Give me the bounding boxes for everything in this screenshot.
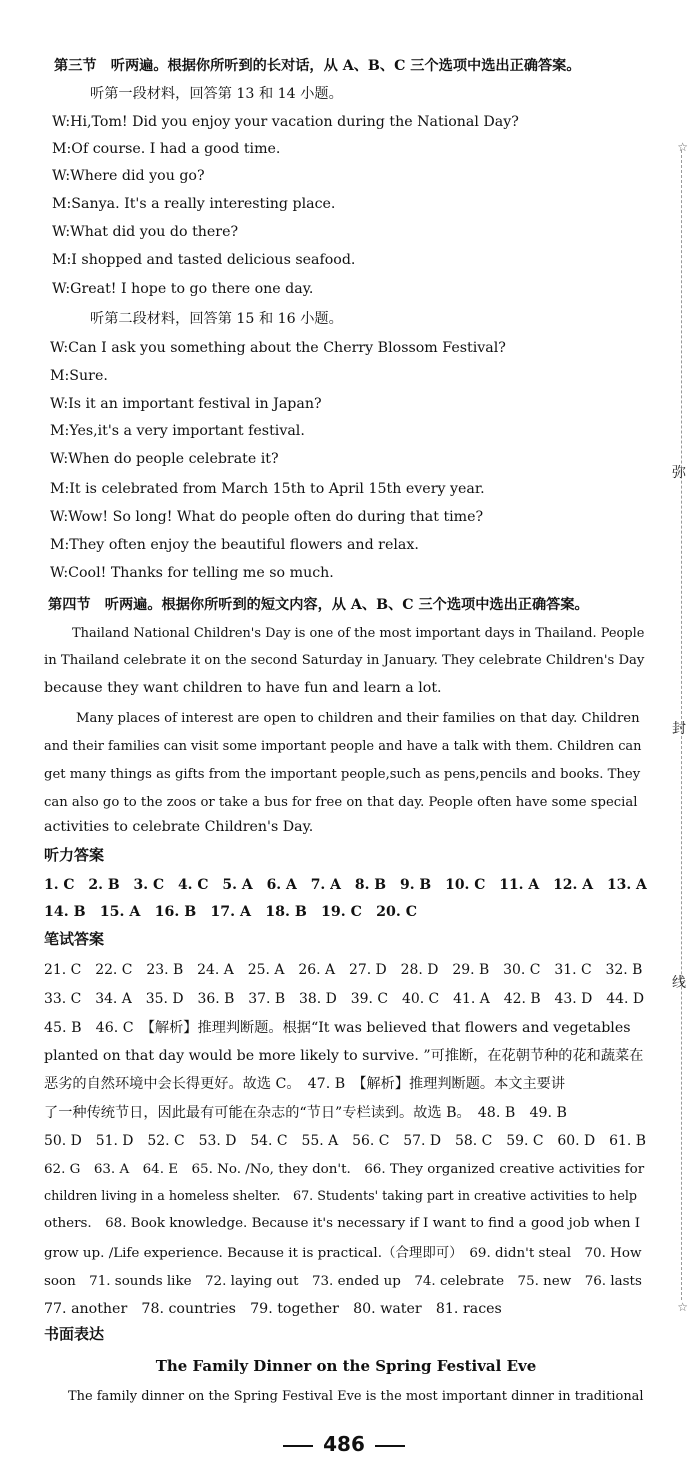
written-answers-line: 45. B 46. C 【解析】推理判断题。根据“It was believed that flowers and vegetables — [44, 1020, 631, 1036]
dialogue1-line: M:Of course. I had a good time. — [52, 141, 281, 157]
material2-intro: 听第二段材料，回答第 15 和 16 小题。 — [90, 311, 343, 327]
written-answers-line: grow up. /Life experience. Because it is practical.（合理即可） 69. didn't steal 70. How — [44, 1246, 642, 1261]
dialogue2-line: W:Wow! So long! What do people often do during that time? — [50, 509, 484, 525]
dialogue2-line: W:Can I ask you something about the Cherry Blossom Festival? — [50, 340, 506, 356]
page-number-dash-left — [283, 1445, 313, 1447]
section3-heading: 第三节 听两遍。根据你所听到的长对话，从 A、B、C 三个选项中选出正确答案。 — [54, 58, 581, 74]
margin-mark: 线 — [672, 975, 686, 991]
passage-line: get many things as gifts from the important people,such as pens,pencils and books. They — [44, 767, 641, 782]
margin-mark: 弥 — [672, 465, 686, 481]
written-answers-line: others. 68. Book knowledge. Because it's necessary if I want to find a good job when I — [44, 1216, 641, 1231]
dialogue1-line: W:Great! I hope to go there one day. — [52, 281, 314, 297]
passage-line: activities to celebrate Children's Day. — [44, 819, 314, 835]
dialogue2-line: M:It is celebrated from March 15th to April 15th every year. — [50, 481, 485, 497]
page-number — [0, 1432, 688, 1456]
dialogue1-line: M:I shopped and tasted delicious seafood. — [52, 252, 356, 268]
dialogue2-line: M:Sure. — [50, 368, 108, 384]
written-answers-line: soon 71. sounds like 72. laying out 73. ended up 74. celebrate 75. new 76. lasts — [44, 1274, 642, 1289]
writing-heading: 书面表达 — [44, 1325, 105, 1343]
written-answers-line: 50. D 51. D 52. C 53. D 54. C 55. A 56. C 57. D 58. C 59. C 60. D 61. B — [44, 1133, 646, 1149]
star-icon: ☆ — [677, 140, 688, 154]
written-answers-line: 恶劣的自然环境中会长得更好。故选 C。 47. B 【解析】推理判断题。本文主要讲 — [44, 1076, 566, 1092]
dialogue2-line: M:They often enjoy the beautiful flowers and relax. — [50, 537, 419, 553]
page-number-value: 486 — [323, 1432, 365, 1456]
dialogue1-line: W:What did you do there? — [52, 224, 239, 240]
dialogue1-line: M:Sanya. It's a really interesting place. — [52, 196, 336, 212]
written-answers-line: 62. G 63. A 64. E 65. No. /No, they don't. 66. They organized creative activities for — [44, 1162, 645, 1177]
essay-title: The Family Dinner on the Spring Festival Eve — [155, 1357, 537, 1375]
passage-line: can also go to the zoos or take a bus for free on that day. People often have some special — [44, 795, 638, 810]
passage-line: Many places of interest are open to children and their families on that day. Children — [76, 711, 640, 726]
passage-line: and their families can visit some important people and have a talk with them. Children can — [44, 739, 642, 754]
passage-line: because they want children to have fun and learn a lot. — [44, 680, 442, 696]
written-answers-line: 33. C 34. A 35. D 36. B 37. B 38. D 39. C 40. C 41. A 42. B 43. D 44. D — [44, 991, 645, 1007]
page-number-dash-right — [375, 1445, 405, 1447]
star-icon: ☆ — [677, 1300, 688, 1314]
dialogue2-line: M:Yes,it's a very important festival. — [50, 423, 305, 439]
passage-line: in Thailand celebrate it on the second Saturday in January. They celebrate Children's Day — [44, 653, 645, 668]
section4-heading: 第四节 听两遍。根据你所听到的短文内容，从 A、B、C 三个选项中选出正确答案。 — [48, 597, 589, 613]
listening-answers-heading: 听力答案 — [44, 846, 105, 864]
essay-first-line: The family dinner on the Spring Festival Eve is the most important dinner in traditional — [68, 1389, 644, 1404]
listening-answers-row: 14. B 15. A 16. B 17. A 18. B 19. C 20. C — [44, 904, 418, 920]
listening-answers-row: 1. C 2. B 3. C 4. C 5. A 6. A 7. A 8. B 9. B 10. C 11. A 12. A 13. A — [44, 877, 647, 893]
dialogue1-line: W:Where did you go? — [52, 168, 205, 184]
written-answers-line: 了一种传统节日，因此最有可能在杂志的“节日”专栏读到。故选 B。 48. B 49. B — [44, 1105, 567, 1121]
dialogue2-line: W:Is it an important festival in Japan? — [50, 396, 322, 412]
written-answers-line: 21. C 22. C 23. B 24. A 25. A 26. A 27. D 28. D 29. B 30. C 31. C 32. B — [44, 962, 643, 978]
dialogue1-line: W:Hi,Tom! Did you enjoy your vacation during the National Day? — [52, 114, 519, 130]
written-answers-line: children living in a homeless shelter. 67. Students' taking part in creative activities to help — [44, 1188, 638, 1203]
content-column — [44, 0, 648, 1474]
passage-line: Thailand National Children's Day is one of the most important days in Thailand. People — [72, 626, 645, 641]
margin-mark: 封 — [672, 721, 686, 737]
written-answers-heading: 笔试答案 — [44, 930, 105, 948]
dialogue2-line: W:Cool! Thanks for telling me so much. — [50, 565, 334, 581]
written-answers-line: planted on that day would be more likely to survive. ”可推断，在花朝节种的花和蔬菜在 — [44, 1048, 644, 1064]
material1-intro: 听第一段材料，回答第 13 和 14 小题。 — [90, 86, 343, 102]
written-answers-line: 77. another 78. countries 79. together 80. water 81. races — [44, 1301, 502, 1317]
dialogue2-line: W:When do people celebrate it? — [50, 451, 279, 467]
